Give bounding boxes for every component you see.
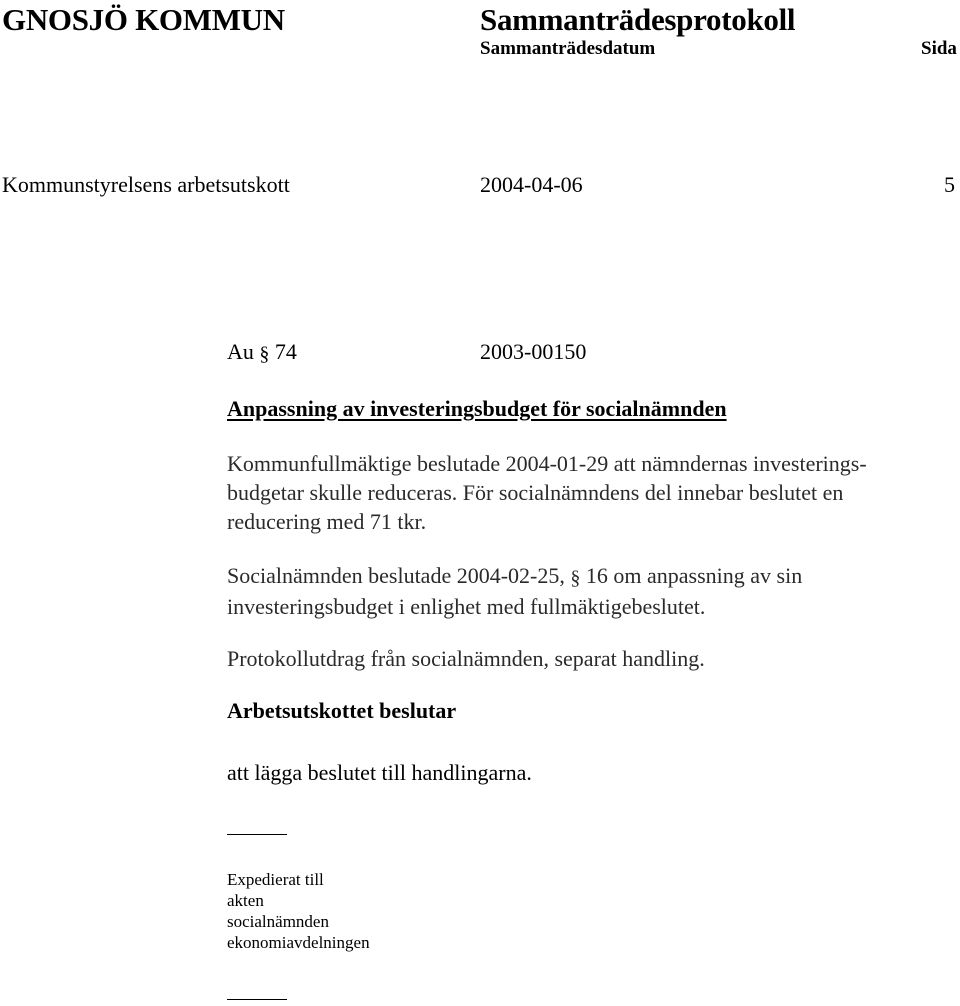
document-type: Sammanträdesprotokoll (480, 2, 796, 37)
section-id (227, 339, 297, 365)
meeting-date: 2004-04-06 (480, 172, 583, 197)
paragraph-symbol: § (570, 567, 581, 589)
decision-heading: Arbetsutskottet beslutar (227, 698, 457, 723)
section-symbol: § (259, 343, 270, 365)
section-number: 74 (274, 339, 297, 364)
paragraph-background (227, 449, 867, 536)
meeting-date-label: Sammanträdesdatum (480, 38, 656, 59)
divider-line (227, 999, 287, 1000)
paragraph-social-board (227, 561, 802, 621)
paragraph-text: Socialnämnden beslutade 2004-02-25, (227, 563, 571, 588)
distribution-list (227, 869, 370, 953)
section-prefix: Au (227, 339, 254, 364)
municipality-name: GNOSJÖ KOMMUN (2, 2, 285, 37)
decision-text: att lägga beslutet till handlingarna. (227, 760, 532, 785)
paragraph-line: reducering med 71 tkr. (227, 509, 427, 534)
distribution-label: Expedierat till (227, 870, 324, 889)
page-label: Sida (921, 38, 957, 59)
page-number: 5 (944, 172, 955, 197)
paragraph-line (227, 561, 802, 592)
distribution-recipient: akten (227, 891, 264, 910)
paragraph-line: budgetar skulle reduceras. För socialnämndens del innebar beslutet en (227, 480, 844, 505)
paragraph-text: 16 om anpassning av sin (580, 563, 803, 588)
paragraph-attachment: Protokollutdrag från socialnämnden, separat handling. (227, 646, 705, 671)
case-title: Anpassning av investeringsbudget för socialnämnden (227, 396, 727, 421)
distribution-recipient: socialnämnden (227, 912, 329, 931)
divider-line (227, 834, 287, 835)
paragraph-line: investeringsbudget i enlighet med fullmäktigebeslutet. (227, 594, 706, 619)
paragraph-line: Kommunfullmäktige beslutade 2004-01-29 att nämndernas investerings- (227, 451, 867, 476)
committee-name: Kommunstyrelsens arbetsutskott (2, 172, 290, 197)
case-number: 2003-00150 (480, 339, 587, 364)
distribution-recipient: ekonomiavdelningen (227, 933, 370, 952)
